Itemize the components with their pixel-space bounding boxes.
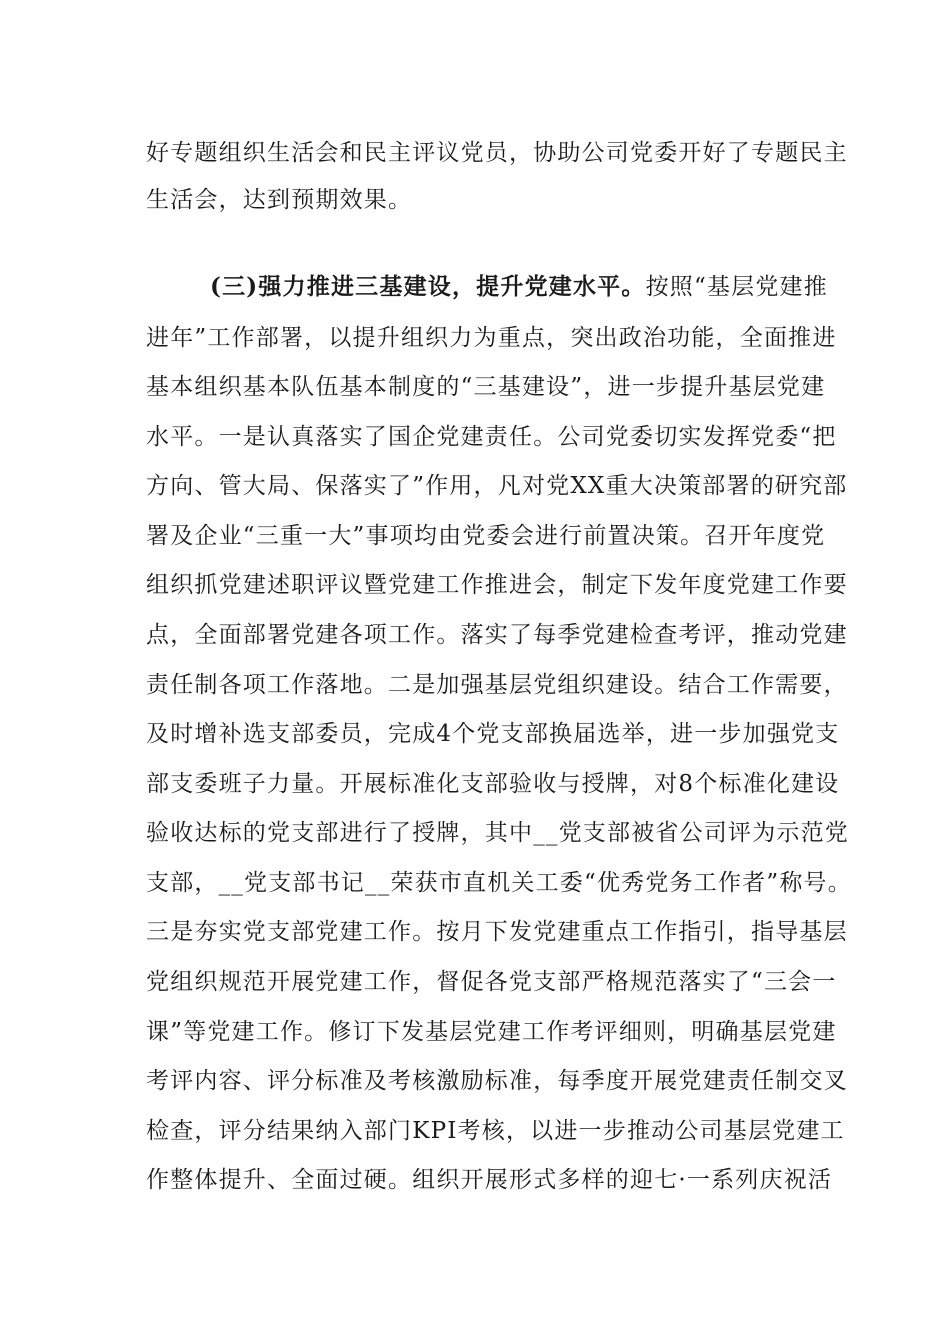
paragraph-line: 进年”工作部署，以提升组织力为重点，突出政治功能，全面推进: [146, 325, 837, 351]
paragraph-line: 好专题组织生活会和民主评议党员，协助公司党委开好了专题民主: [146, 140, 848, 166]
paragraph-line: 检查，评分结果纳入部门KPI考核，以进一步推动公司基层党建工: [146, 1118, 845, 1144]
paragraph-line: 水平。一是认真落实了国企党建责任。公司党委切实发挥党委“把: [146, 424, 837, 450]
paragraph-line: 署及企业“三重一大”事项均由党委会进行前置决策。召开年度党: [146, 523, 826, 549]
section-heading: (三)强力推进三基建设，提升党建水平。: [210, 273, 646, 300]
paragraph-line: 点，全面部署党建各项工作。落实了每季党建检查考评，推动党建: [146, 622, 848, 648]
paragraph-line: 支部，__党支部书记__荣获市直机关工委“优秀党务工作者”称号。: [146, 870, 852, 896]
paragraph-line: 验收达标的党支部进行了授牌，其中__党支部被省公司评为示范党: [146, 820, 849, 846]
paragraph-line: 组织抓党建述职评议暨党建工作推进会，制定下发年度党建工作要: [146, 572, 848, 598]
paragraph-line: 三是夯实党支部党建工作。按月下发党建重点工作指引，指导基层: [146, 919, 848, 945]
paragraph-line: 及时增补选支部委员，完成4个党支部换届选举，进一步加强党支: [146, 721, 840, 747]
paragraph-line: 部支委班子力量。开展标准化支部验收与授牌，对8个标准化建设: [146, 771, 840, 797]
paragraph-line: 方向、管大局、保落实了”作用，凡对党XX重大决策部署的研究部: [146, 473, 848, 499]
paragraph-line: 课”等党建工作。修订下发基层党建工作考评细则，明确基层党建: [146, 1019, 837, 1045]
paragraph-line: 党组织规范开展党建工作，督促各党支部严格规范落实了“三会一: [146, 969, 837, 995]
paragraph-line: 作整体提升、全面过硬。组织开展形式多样的迎七·一系列庆祝活: [146, 1167, 833, 1193]
paragraph-text: 按照“基层党建推: [645, 274, 828, 300]
paragraph-line: 考评内容、评分标准及考核激励标准，每季度开展党建责任制交叉: [146, 1068, 848, 1094]
section-heading-line: [210, 272, 826, 302]
paragraph-line: 基本组织基本队伍基本制度的“三基建设”，进一步提升基层党建: [146, 374, 826, 400]
paragraph-line: 责任制各项工作落地。二是加强基层党组织建设。结合工作需要，: [146, 672, 848, 698]
paragraph-line: 生活会，达到预期效果。: [146, 187, 413, 213]
